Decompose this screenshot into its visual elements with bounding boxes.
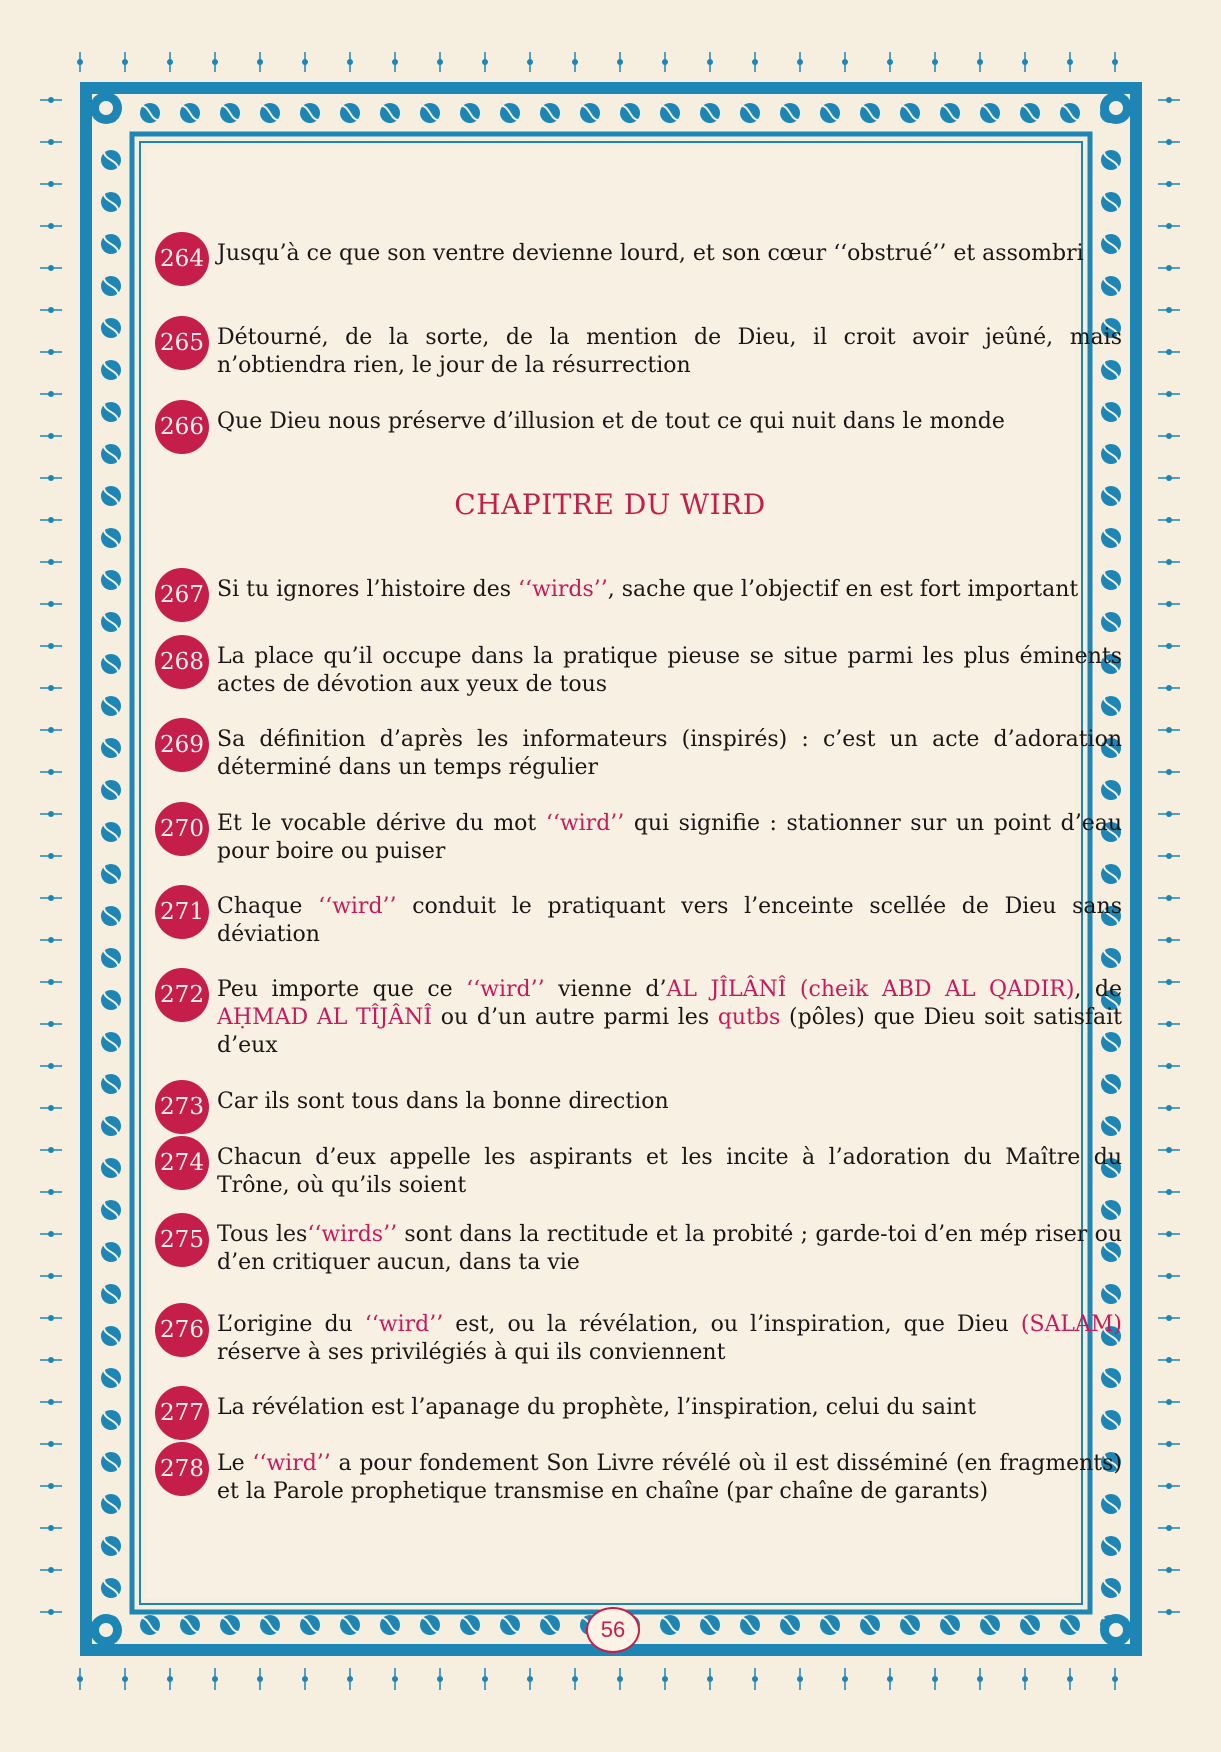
tick-mark — [1166, 1399, 1172, 1405]
verse-text — [217, 324, 1122, 380]
verse-number-badge: 269 — [155, 718, 209, 772]
tick-mark — [48, 475, 54, 481]
tick-mark — [1166, 979, 1172, 985]
verse-highlight: qutbs — [717, 1005, 781, 1030]
tick-mark — [1166, 517, 1172, 523]
tick-mark — [887, 59, 893, 65]
tick-mark — [977, 1676, 983, 1682]
tick-mark — [48, 1399, 54, 1405]
verse-segment: Et le vocable dérive du mot — [217, 811, 546, 836]
verse-text — [217, 1450, 1122, 1506]
verse-highlight: ‘‘wird’’ — [318, 894, 397, 919]
verse-number-badge: 276 — [155, 1303, 209, 1357]
tick-mark — [77, 1676, 83, 1682]
tick-mark — [48, 1273, 54, 1279]
tick-mark — [1166, 1315, 1172, 1321]
verse-highlight: ‘‘wird’’ — [466, 977, 545, 1002]
tick-mark — [842, 1676, 848, 1682]
tick-mark — [48, 265, 54, 271]
verse-segment: sont dans la rectitude et la probité ; garde-toi d’en mép riser ou d’en critiquer aucun, dans ta vie — [217, 1222, 1122, 1275]
tick-mark — [1166, 853, 1172, 859]
tick-mark — [347, 1676, 353, 1682]
verse-number-badge: 275 — [155, 1213, 209, 1267]
verse-segment: La révélation est l’apanage du prophète, l’inspiration, celui du saint — [217, 1395, 977, 1420]
verse-segment: Le — [217, 1451, 253, 1476]
verse-number-badge: 267 — [155, 568, 209, 622]
tick-mark — [527, 1676, 533, 1682]
verse-segment: Chaque — [217, 894, 319, 919]
tick-mark — [1166, 1441, 1172, 1447]
verse-segment: L’origine du — [217, 1312, 365, 1337]
tick-mark — [257, 59, 263, 65]
verse-segment: Chacun d’eux appelle les aspirants et les incite à l’adoration du Maître du Trône, où qu’ils soient — [217, 1145, 1122, 1198]
tick-mark — [1166, 391, 1172, 397]
tick-mark — [1112, 1676, 1118, 1682]
tick-mark — [662, 59, 668, 65]
tick-mark — [662, 1676, 668, 1682]
tick-mark — [48, 307, 54, 313]
tick-mark — [437, 1676, 443, 1682]
tick-mark — [1067, 59, 1073, 65]
verse-segment: (pôles) que Dieu soit satisfait d’eux — [217, 1005, 1122, 1058]
tick-mark — [1166, 349, 1172, 355]
verse-segment: Que Dieu nous préserve d’illusion et de tout ce qui nuit dans le monde — [217, 409, 1005, 434]
chapter-title: CHAPITRE DU WIRD — [454, 488, 766, 521]
tick-mark — [1166, 265, 1172, 271]
verse-segment: , sache que l’objectif en est fort important — [607, 577, 1079, 602]
verse-text — [217, 643, 1122, 699]
tick-mark — [48, 1021, 54, 1027]
verse-highlight: ‘‘wirds’’ — [518, 577, 608, 602]
tick-mark — [1166, 811, 1172, 817]
verse-entry — [155, 893, 1122, 949]
tick-mark — [122, 59, 128, 65]
tick-mark — [48, 223, 54, 229]
verse-entry — [155, 976, 1122, 1060]
tick-mark — [77, 59, 83, 65]
verse-entry — [155, 408, 1122, 440]
tick-mark — [48, 433, 54, 439]
tick-mark — [1166, 895, 1172, 901]
verse-entry — [155, 576, 1122, 608]
tick-mark — [1067, 1676, 1073, 1682]
tick-mark — [257, 1676, 263, 1682]
tick-mark — [1166, 769, 1172, 775]
verse-entry — [155, 810, 1122, 866]
tick-mark — [932, 1676, 938, 1682]
verse-text — [217, 240, 1122, 268]
verse-entry — [155, 1088, 1122, 1120]
tick-mark — [1166, 1231, 1172, 1237]
tick-mark — [1112, 59, 1118, 65]
page-number: 56 — [586, 1607, 640, 1653]
verse-entry — [155, 1221, 1122, 1277]
tick-mark — [302, 1676, 308, 1682]
tick-mark — [707, 59, 713, 65]
verse-number-badge: 278 — [155, 1442, 209, 1496]
tick-mark — [48, 1315, 54, 1321]
tick-mark — [1166, 139, 1172, 145]
verse-segment: Sa définition d’après les informateurs (inspirés) : c’est un acte d’adoration déterminé dans un temps régulier — [217, 727, 1122, 780]
tick-mark — [482, 1676, 488, 1682]
verse-number-badge: 274 — [155, 1136, 209, 1190]
tick-mark — [527, 59, 533, 65]
tick-mark — [392, 59, 398, 65]
tick-mark — [1166, 181, 1172, 187]
tick-mark — [1166, 1021, 1172, 1027]
verse-highlight: AL JÎLÂNÎ (cheik ABD AL QADIR) — [666, 977, 1075, 1002]
tick-mark — [48, 559, 54, 565]
tick-mark — [48, 979, 54, 985]
verse-highlight: ‘‘wirds’’ — [307, 1222, 398, 1247]
verse-number-badge: 272 — [155, 968, 209, 1022]
verse-entry — [155, 240, 1122, 272]
verse-entry — [155, 1450, 1122, 1506]
verse-highlight: ‘‘wird’’ — [252, 1451, 331, 1476]
tick-mark — [1166, 643, 1172, 649]
verse-segment: vienne d’ — [544, 977, 667, 1002]
tick-mark — [617, 59, 623, 65]
tick-mark — [1166, 601, 1172, 607]
tick-mark — [1166, 475, 1172, 481]
verse-number-badge: 273 — [155, 1080, 209, 1134]
corner-rosette — [1109, 101, 1123, 115]
tick-mark — [977, 59, 983, 65]
verse-text — [217, 1088, 1122, 1116]
tick-mark — [347, 59, 353, 65]
verse-entry — [155, 1394, 1122, 1426]
tick-mark — [48, 727, 54, 733]
tick-mark — [48, 1189, 54, 1195]
tick-mark — [122, 1676, 128, 1682]
verse-entry — [155, 1144, 1122, 1200]
tick-mark — [1166, 1567, 1172, 1573]
verse-text — [217, 408, 1122, 436]
tick-mark — [48, 1609, 54, 1615]
tick-mark — [932, 59, 938, 65]
verse-entry — [155, 726, 1122, 782]
tick-mark — [48, 853, 54, 859]
tick-mark — [482, 59, 488, 65]
tick-mark — [48, 643, 54, 649]
tick-mark — [842, 59, 848, 65]
verse-highlight: ‘‘wird’’ — [364, 1312, 444, 1337]
corner-rosette — [1109, 1623, 1123, 1637]
tick-mark — [1166, 1189, 1172, 1195]
verse-text — [217, 1221, 1122, 1277]
verse-number-badge: 265 — [155, 316, 209, 370]
verse-highlight: (SALAM) — [1020, 1312, 1123, 1337]
verse-segment: Détourné, de la sorte, de la mention de Dieu, il croit avoir jeûné, mais n’obtiendra rien, le jour de la résurrection — [217, 325, 1122, 378]
tick-mark — [707, 1676, 713, 1682]
verse-entry — [155, 643, 1122, 699]
verse-entry — [155, 324, 1122, 380]
tick-mark — [797, 1676, 803, 1682]
verse-segment: est, ou la révélation, ou l’inspiration, que Dieu — [443, 1312, 1021, 1337]
tick-mark — [1166, 937, 1172, 943]
tick-mark — [48, 1483, 54, 1489]
tick-mark — [1166, 1063, 1172, 1069]
verse-segment: Si tu ignores l’histoire des — [217, 577, 519, 602]
verse-number-badge: 270 — [155, 802, 209, 856]
verse-segment: Jusqu’à ce que son ventre devienne lourd, et son cœur ‘‘obstrué’’ et assombri — [217, 241, 1084, 266]
verse-segment: , de — [1074, 977, 1123, 1002]
tick-mark — [1166, 727, 1172, 733]
verse-segment: La place qu’il occupe dans la pratique pieuse se situe parmi les plus éminents actes de dévotion aux yeux de tous — [217, 644, 1122, 697]
verse-highlight: AḤMAD AL TÎJÂNÎ — [217, 1005, 433, 1030]
tick-mark — [752, 59, 758, 65]
tick-mark — [48, 517, 54, 523]
tick-mark — [1166, 1609, 1172, 1615]
verse-text — [217, 1144, 1122, 1200]
verse-segment: conduit le pratiquant vers l’enceinte scellée de Dieu sans déviation — [217, 894, 1122, 947]
tick-mark — [48, 1147, 54, 1153]
tick-mark — [48, 1525, 54, 1531]
verse-segment: a pour fondement Son Livre révélé où il est disséminé (en fragments) et la Parole prophetique transmise en chaîne (par chaîne de garants) — [217, 1451, 1122, 1504]
tick-mark — [1166, 1483, 1172, 1489]
verse-number-badge: 266 — [155, 400, 209, 454]
tick-mark — [572, 1676, 578, 1682]
tick-mark — [48, 769, 54, 775]
tick-mark — [212, 1676, 218, 1682]
verse-text — [217, 976, 1122, 1060]
tick-mark — [48, 685, 54, 691]
tick-mark — [1166, 1525, 1172, 1531]
corner-rosette — [99, 1623, 113, 1637]
verse-text — [217, 726, 1122, 782]
tick-mark — [48, 1231, 54, 1237]
verse-segment: Car ils sont tous dans la bonne direction — [217, 1089, 669, 1114]
verse-number-badge: 268 — [155, 635, 209, 689]
tick-mark — [48, 391, 54, 397]
tick-mark — [48, 811, 54, 817]
tick-mark — [48, 1567, 54, 1573]
tick-mark — [1166, 307, 1172, 313]
tick-mark — [887, 1676, 893, 1682]
verse-text — [217, 1394, 1122, 1422]
tick-mark — [1166, 433, 1172, 439]
tick-mark — [1166, 1147, 1172, 1153]
tick-mark — [572, 59, 578, 65]
tick-mark — [302, 59, 308, 65]
verse-segment: réserve à ses privilégiés à qui ils conviennent — [217, 1340, 726, 1365]
corner-rosette — [99, 101, 113, 115]
tick-mark — [1166, 97, 1172, 103]
tick-mark — [48, 97, 54, 103]
verse-number-badge: 264 — [155, 232, 209, 286]
tick-mark — [48, 895, 54, 901]
tick-mark — [1022, 1676, 1028, 1682]
tick-mark — [1166, 1357, 1172, 1363]
tick-mark — [437, 59, 443, 65]
tick-mark — [48, 1063, 54, 1069]
tick-mark — [1166, 685, 1172, 691]
tick-mark — [752, 1676, 758, 1682]
verse-number-badge: 271 — [155, 885, 209, 939]
tick-mark — [48, 139, 54, 145]
verse-text — [217, 893, 1122, 949]
tick-mark — [48, 181, 54, 187]
verse-segment: qui signifie : stationner sur un point d’eau pour boire ou puiser — [217, 811, 1123, 864]
tick-mark — [212, 59, 218, 65]
tick-mark — [392, 1676, 398, 1682]
tick-mark — [48, 349, 54, 355]
verse-segment: ou d’un autre parmi les — [432, 1005, 718, 1030]
tick-mark — [48, 1357, 54, 1363]
tick-mark — [48, 601, 54, 607]
verse-segment: Tous les — [217, 1222, 308, 1247]
verse-text — [217, 576, 1122, 604]
verse-segment: Peu importe que ce — [217, 977, 467, 1002]
verse-text — [217, 1311, 1122, 1367]
tick-mark — [1022, 59, 1028, 65]
tick-mark — [167, 59, 173, 65]
verse-highlight: ‘‘wird’’ — [545, 811, 625, 836]
tick-mark — [48, 1105, 54, 1111]
tick-mark — [617, 1676, 623, 1682]
verse-text — [217, 810, 1122, 866]
tick-mark — [1166, 223, 1172, 229]
tick-mark — [1166, 1273, 1172, 1279]
tick-mark — [797, 59, 803, 65]
verse-entry — [155, 1311, 1122, 1367]
verse-number-badge: 277 — [155, 1386, 209, 1440]
tick-mark — [1166, 1105, 1172, 1111]
tick-mark — [48, 1441, 54, 1447]
tick-mark — [167, 1676, 173, 1682]
tick-mark — [1166, 559, 1172, 565]
tick-mark — [48, 937, 54, 943]
